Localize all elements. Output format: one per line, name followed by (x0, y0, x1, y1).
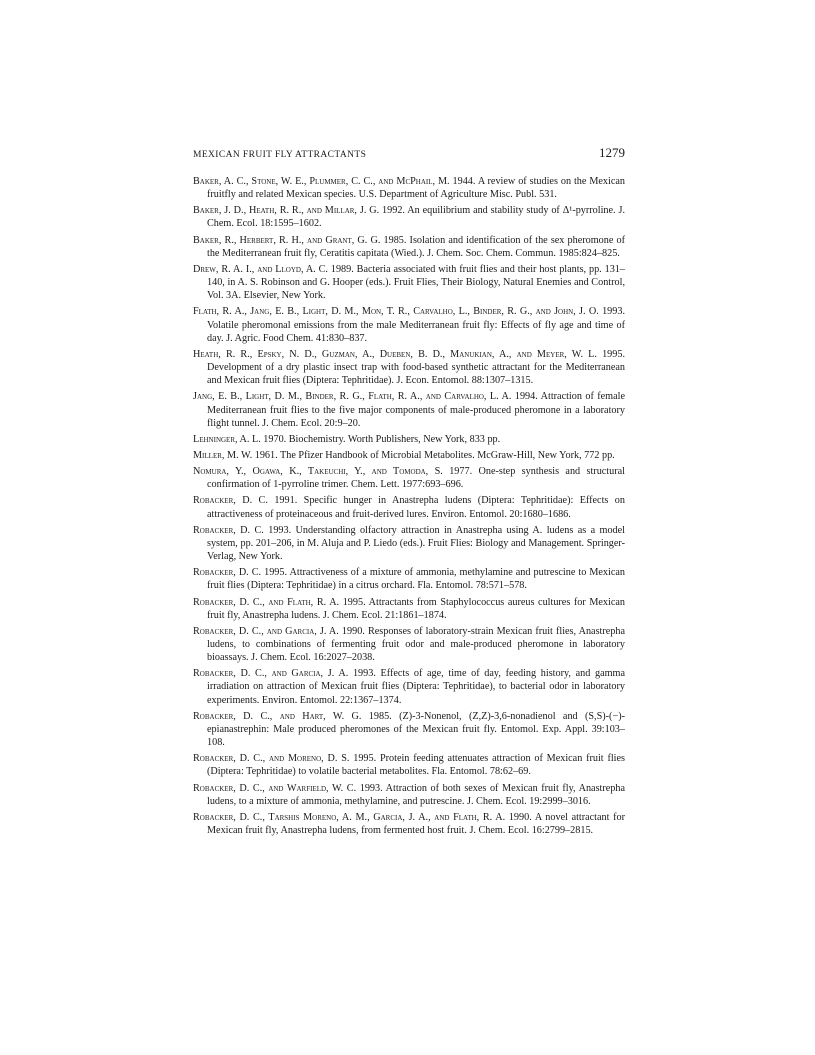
reference-item (193, 234, 625, 260)
reference-text: 1985. Isolation and identification of the sex pheromone of the Mediterranean fruit fly, Ceratitis capitata (Wied.). J. Chem. Soc. Chem. Commun. 1985:824–825. (207, 234, 625, 259)
reference-item (193, 204, 625, 230)
reference-text: 1993. Attraction of both sexes of Mexican fruit fly, Anastrepha ludens, to a mixture of ammonia, methylamine, and putrescine. J. Chem. Ecol. 19:2999–3016. (207, 782, 625, 807)
reference-text: 1992. An equilibrium and stability study of Δ¹-pyrroline. J. Chem. Ecol. 18:1595–1602. (207, 205, 625, 230)
reference-item (193, 596, 625, 622)
reference-authors: Flath, R. A., Jang, E. B., Light, D. M., Mon, T. R., Carvalho, L., Binder, R. G., and John, J. O. (193, 306, 599, 318)
reference-authors: Robacker, D. C. (193, 524, 264, 536)
reference-authors: Drew, R. A. I., and Lloyd, A. C. (193, 263, 328, 275)
running-head (193, 145, 625, 161)
reference-text: 1989. Bacteria associated with fruit flies and their host plants, pp. 131–140, in A. S. Robinson and G. Hooper (eds.). Fruit Flies, Their Biology, Natural Enemies and Control, Vol. 3A. Elsevier, New York. (207, 263, 625, 302)
reference-item (193, 752, 625, 778)
reference-text: 1985. (Z)-3-Nonenol, (Z,Z)-3,6-nonadienol and (S,S)-(−)-epianastrephin: Male produced pheromones of the Mexican fruit fly. Entomol. Exp. Appl. 39:103–108. (207, 710, 625, 749)
reference-text: 1993. Effects of age, time of day, feeding history, and gamma irradiation on attraction of Mexican fruit flies (Diptera: Tephritidae), to bacterial odor in laboratory experiments. Environ. Entomol. 22:1367–1374. (207, 668, 625, 706)
reference-text: 1993. Understanding olfactory attraction in Anastrepha using A. ludens as a model system, pp. 201–206, in M. Aluja and P. Liedo (eds.). Fruit Flies: Biology and Management. Springer-Verlag, New York. (207, 524, 625, 563)
reference-text: 1977. One-step synthesis and structural confirmation of 1-pyrroline trimer. Chem. Lett. 1977:693–696. (207, 466, 625, 491)
page-number: 1279 (599, 145, 625, 160)
reference-authors: Miller, M. W. (193, 449, 253, 461)
reference-authors: Baker, R., Herbert, R. H., and Grant, G. G. (193, 234, 381, 246)
reference-item (193, 524, 625, 563)
reference-authors: Robacker, D. C., and Garcia, J. A. (193, 668, 349, 680)
reference-item (193, 305, 625, 344)
reference-text: 1990. A novel attractant for Mexican fruit fly, Anastrepha ludens, from fermented host fruit. J. Chem. Ecol. 16:2799–2815. (207, 811, 625, 837)
reference-item (193, 263, 625, 302)
reference-item (193, 465, 625, 491)
reference-authors: Jang, E. B., Light, D. M., Binder, R. G., Flath, R. A., and Carvalho, L. A. (193, 391, 512, 403)
reference-text: 1970. Biochemistry. Worth Publishers, New York, 833 pp. (260, 433, 501, 445)
reference-item (193, 433, 625, 446)
reference-authors: Robacker, D. C., and Warfield, W. C. (193, 782, 357, 794)
reference-item (193, 449, 625, 462)
reference-authors: Robacker, D. C., and Moreno, D. S. (193, 753, 350, 765)
reference-text: 1990. Responses of laboratory-strain Mexican fruit flies, Anastrepha ludens, to combinations of fermenting fruit odor and male-produced pheromone in laboratory bioassays. J. Chem. Ecol. 16:2027–2038. (207, 625, 625, 664)
reference-authors: Lehninger, A. L. (193, 433, 261, 445)
reference-authors: Heath, R. R., Epsky, N. D., Guzman, A., Dueben, B. D., Manukian, A., and Meyer, W. L. (193, 348, 597, 360)
reference-text: 1995. Protein feeding attenuates attraction of Mexican fruit flies (Diptera: Tephritidae) to volatile bacterial metabolites. Fla. Entomol. 78:62–69. (207, 753, 625, 778)
reference-text: 1961. The Pfizer Handbook of Microbial Metabolites. McGraw-Hill, New York, 772 pp. (252, 449, 615, 461)
reference-authors: Baker, J. D., Heath, R. R., and Millar, J. G. (193, 205, 380, 217)
reference-list (193, 175, 625, 840)
reference-item (193, 566, 625, 592)
reference-item (193, 390, 625, 429)
reference-text: 1994. Attraction of female Mediterranean fruit flies to the five major components of male-produced pheromone in a laboratory flight tunnel. J. Chem. Ecol. 20:9–20. (207, 391, 625, 429)
reference-authors: Baker, A. C., Stone, W. E., Plummer, C. C., and McPhail, M. (193, 176, 450, 187)
reference-authors: Robacker, D. C., Tarshis Moreno, A. M., Garcia, J. A., and Flath, R. A. (193, 811, 506, 823)
reference-text: 1944. A review of studies on the Mexican fruitfly and related Mexican species. U.S. Department of Agriculture Misc. Publ. 531. (207, 176, 625, 201)
reference-text: 1995. Attractiveness of a mixture of ammonia, methylamine and putrescine to Mexican fruit flies (Diptera: Tephritidae) in a citrus orchard. Fla. Entomol. 78:571–578. (207, 567, 625, 592)
reference-authors: Robacker, D. C. (193, 567, 262, 579)
reference-item (193, 494, 625, 520)
reference-item (193, 625, 625, 664)
reference-authors: Robacker, D. C., and Hart, W. G. (193, 710, 362, 722)
reference-text: 1995. Development of a dry plastic insect trap with food-based synthetic attractant for the Mediterranean and Mexican fruit flies (Diptera: Tephritidae). J. Econ. Entomol. 88:1307–1315. (207, 348, 626, 387)
reference-authors: Robacker, D. C., and Garcia, J. A. (193, 625, 339, 637)
reference-item (193, 175, 625, 201)
reference-item (193, 710, 625, 749)
reference-authors: Robacker, D. C. (193, 495, 268, 507)
running-title: MEXICAN FRUIT FLY ATTRACTANTS (193, 150, 367, 160)
reference-text: 1995. Attractants from Staphylococcus aureus cultures for Mexican fruit fly, Anastrepha ludens. J. Chem. Ecol. 21:1861–1874. (207, 596, 625, 621)
reference-text: 1991. Specific hunger in Anastrepha ludens (Diptera: Tephritidae): Effects on attractiveness of proteinaceous and fruit-derived lures. Environ. Entomol. 20:1680–1686. (207, 495, 625, 520)
reference-authors: Nomura, Y., Ogawa, K., Takeuchi, Y., and Tomoda, S. (193, 466, 443, 478)
reference-item (193, 667, 625, 706)
reference-text: 1993. Volatile pheromonal emissions from the male Mediterranean fruit fly: Effects of fly age and time of day. J. Agric. Food Chem. 41:830–837. (207, 306, 625, 344)
reference-item (193, 348, 625, 387)
reference-item (193, 782, 625, 808)
reference-authors: Robacker, D. C., and Flath, R. A. (193, 596, 340, 608)
reference-item (193, 811, 625, 837)
